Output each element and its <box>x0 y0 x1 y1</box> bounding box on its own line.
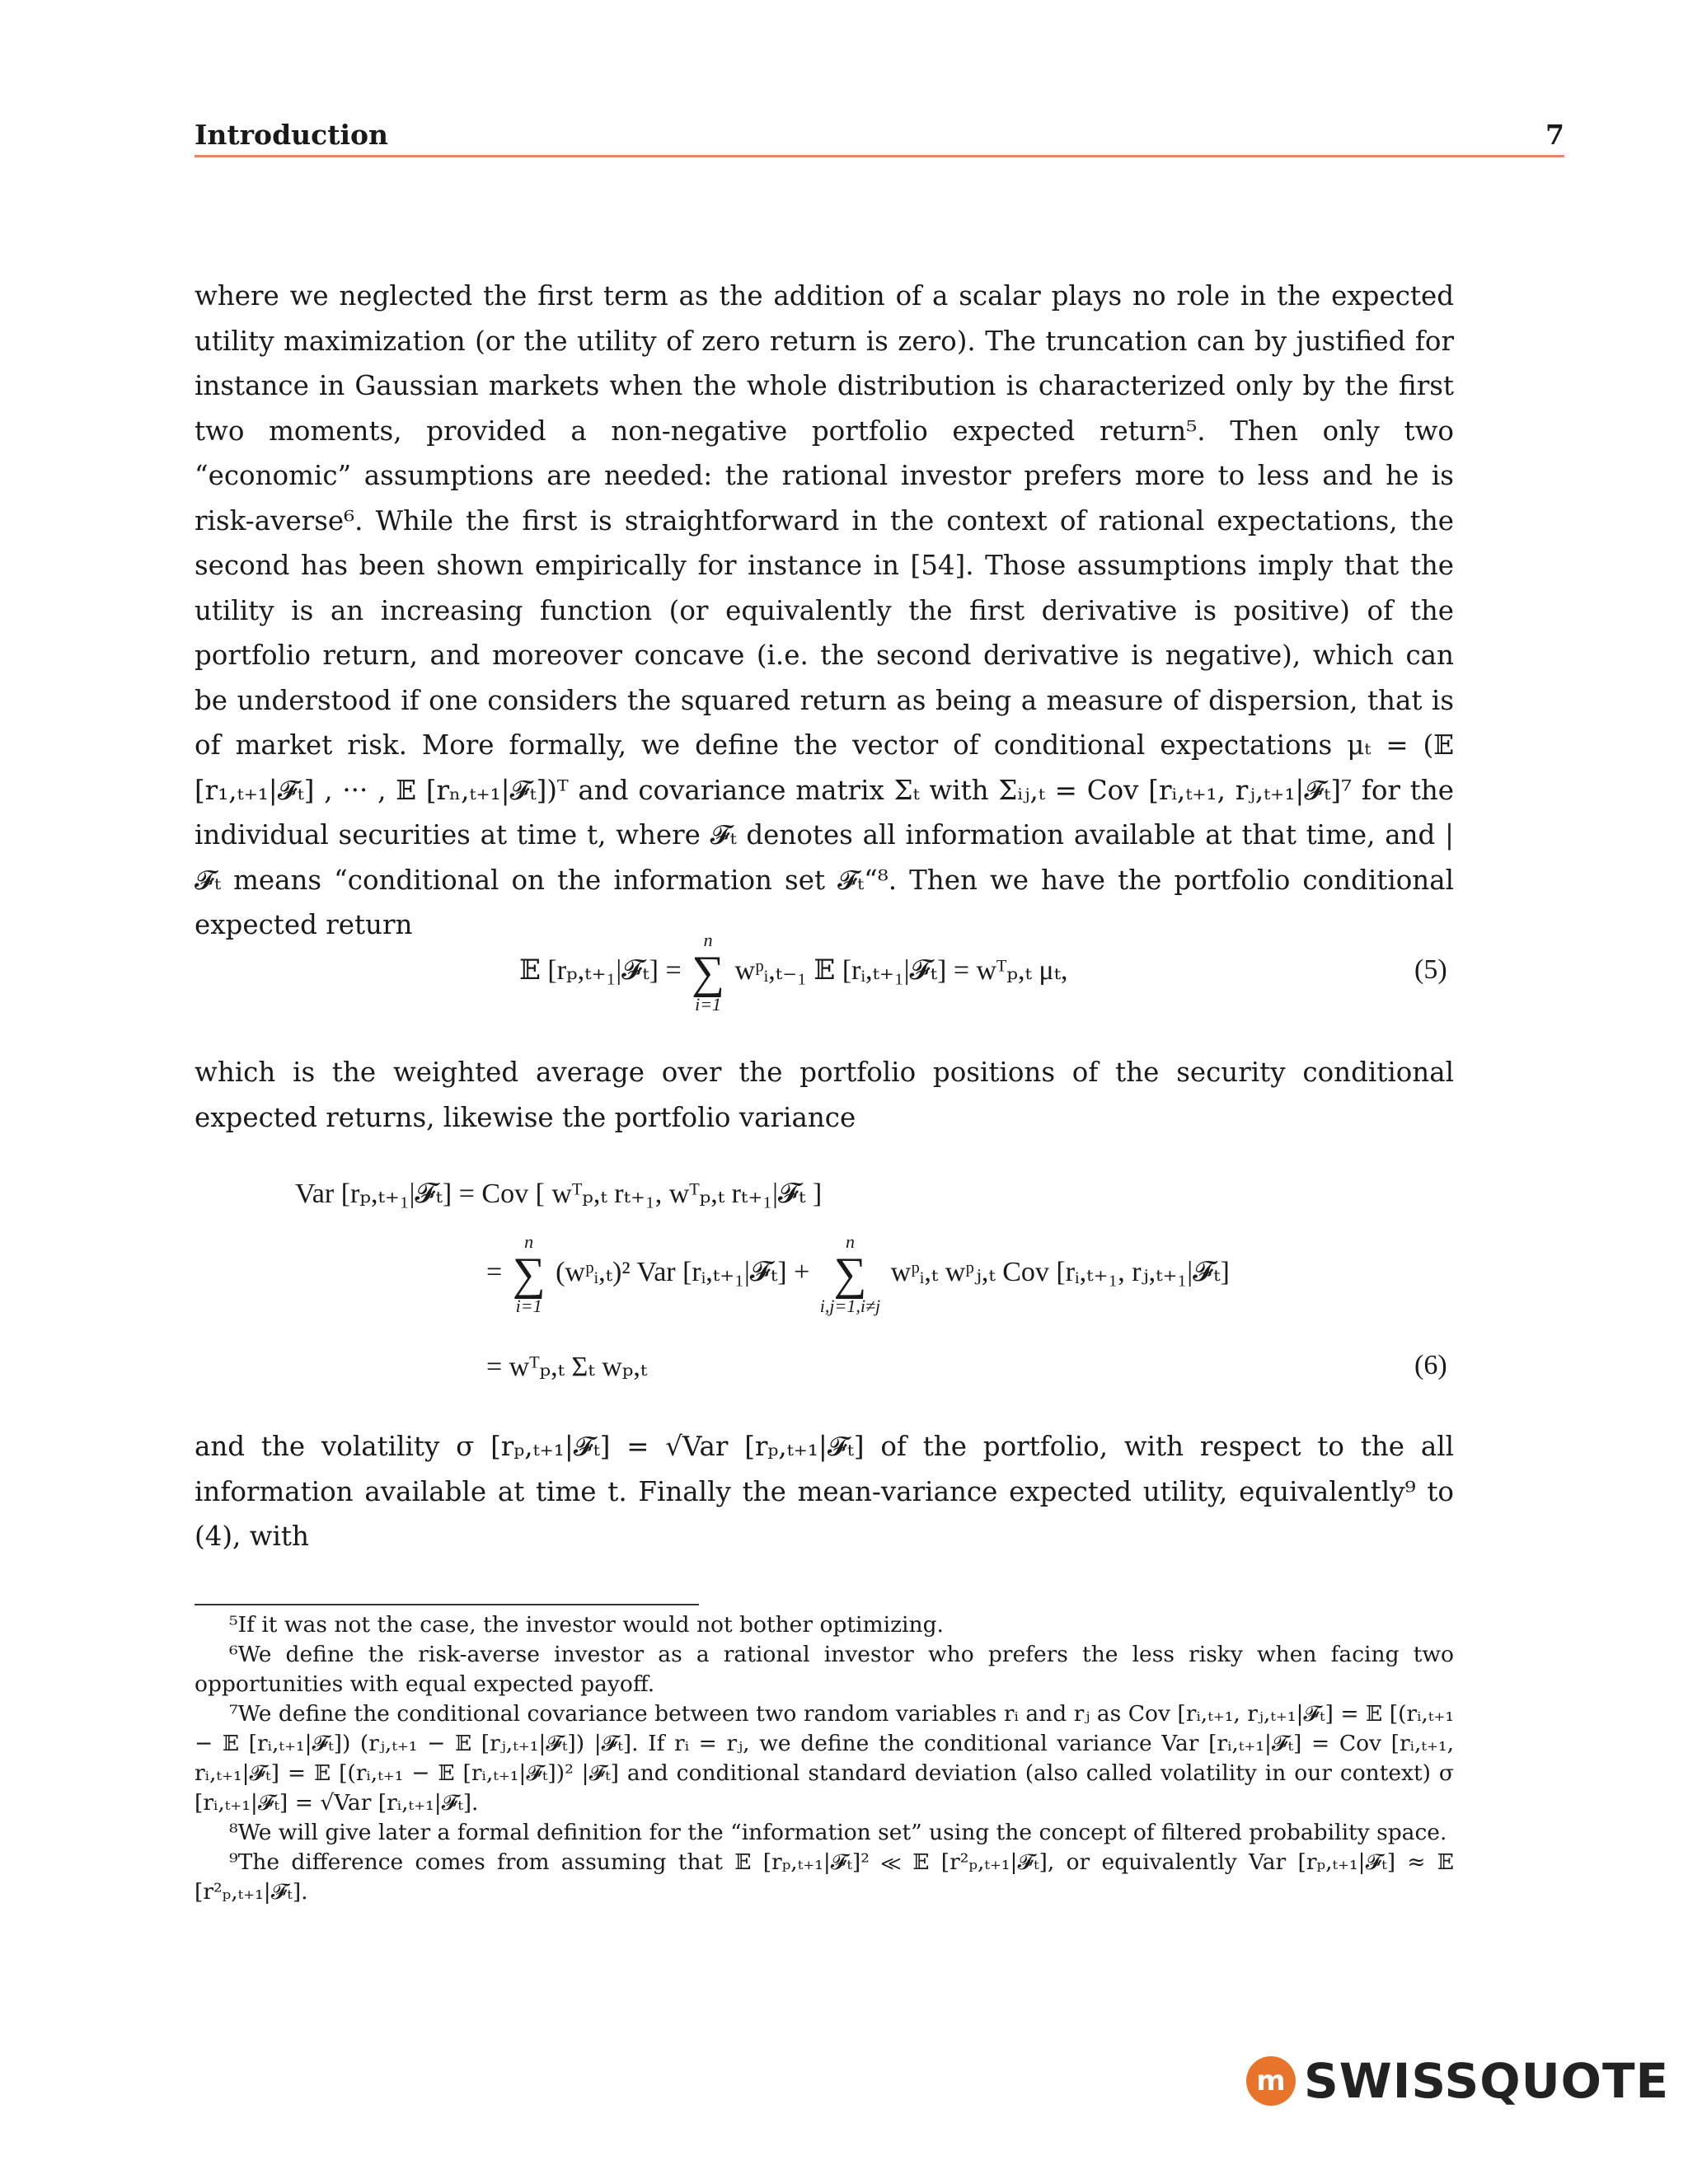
equation-6-line-2: = n ∑ i=1 (wᵖᵢ,ₜ)² Var [rᵢ,ₜ₊₁|𝓕ₜ] + n ∑ i,j=1,i≠j wᵖᵢ,ₜ wᵖⱼ,ₜ Cov [rᵢ,ₜ₊₁, rⱼ,ₜ₊₁|𝓕ₜ] <box>486 1231 1230 1316</box>
page-number: 7 <box>1545 119 1564 151</box>
equation-number-6: (6) <box>1414 1350 1447 1380</box>
logo-text: SWISSQUOTE <box>1304 2053 1670 2109</box>
paragraph-1: where we neglected the first term as the addition of a scalar plays no role in the expected utility maximization (or the utility of zero return is zero). The truncation can by justified for instance in Gaussian markets when the whole distribution is characterized only by the first two moments, provided a non-negative portfolio expected return⁵. Then only two “economic” assumptions are needed: the rational investor prefers more to less and he is risk-averse⁶. While the first is straightforward in the context of rational expectations, the second has been shown empirically for instance in [54]. Those assumptions imply that the utility is an increasing function (or equivalently the first derivative is positive) of the portfolio return, and moreover concave (i.e. the second derivative is negative), which can be understood if one considers the squared return as being a measure of dispersion, that is of market risk. More formally, we define the vector of conditional expectations μₜ = (𝔼 [r₁,ₜ₊₁|𝓕ₜ] , ··· , 𝔼 [rₙ,ₜ₊₁|𝓕ₜ])ᵀ and covariance matrix Σₜ with Σᵢⱼ,ₜ = Cov [rᵢ,ₜ₊₁, rⱼ,ₜ₊₁|𝓕ₜ]⁷ for the individual securities at time t, where 𝓕ₜ denotes all information available at that time, and |𝓕ₜ means “conditional on the information set 𝓕ₜ“⁸. Then we have the portfolio conditional expected return <box>195 280 1454 940</box>
page-header <box>195 115 1564 157</box>
paragraph-2: which is the weighted average over the portfolio positions of the security conditional expected returns, likewise the portfolio variance <box>195 1057 1454 1133</box>
eq5-rhs: wᵖᵢ,ₜ₋₁ 𝔼 [rᵢ,ₜ₊₁|𝓕ₜ] = wᵀₚ,ₜ μₜ, <box>734 954 1068 986</box>
equation-number-5: (5) <box>1414 954 1447 985</box>
footnote-9: ⁹The difference comes from assuming that 𝔼 [rₚ,ₜ₊₁|𝓕ₜ]² ≪ 𝔼 [r²ₚ,ₜ₊₁|𝓕ₜ], or equivalently Var [rₚ,ₜ₊₁|𝓕ₜ] ≈ 𝔼 [r²ₚ,ₜ₊₁|𝓕ₜ]. <box>195 1849 1454 1905</box>
header-rule <box>195 155 1564 157</box>
footnote-5: ⁵If it was not the case, the investor would not bother optimizing. <box>229 1612 944 1638</box>
footnotes <box>195 1610 1454 1907</box>
footnote-8: ⁸We will give later a formal definition for the “information set” using the concept of filtered probability space. <box>229 1820 1447 1845</box>
footnote-rule <box>195 1604 699 1605</box>
footnote-7: ⁷We define the conditional covariance between two random variables rᵢ and rⱼ as Cov [rᵢ,ₜ₊₁, rⱼ,ₜ₊₁|𝓕ₜ] = 𝔼 [(rᵢ,ₜ₊₁ − 𝔼 [rᵢ,ₜ₊₁|𝓕ₜ]) (rⱼ,ₜ₊₁ − 𝔼 [rⱼ,ₜ₊₁|𝓕ₜ]) |𝓕ₜ]. If rᵢ = rⱼ, we define the conditional variance Var [rᵢ,ₜ₊₁|𝓕ₜ] = Cov [rᵢ,ₜ₊₁, rᵢ,ₜ₊₁|𝓕ₜ] = 𝔼 [(rᵢ,ₜ₊₁ − 𝔼 [rᵢ,ₜ₊₁|𝓕ₜ])² |𝓕ₜ] and conditional standard deviation (also called volatility in our context) σ [rᵢ,ₜ₊₁|𝓕ₜ] = √Var [rᵢ,ₜ₊₁|𝓕ₜ]. <box>195 1701 1454 1816</box>
sum-symbol: n ∑ i=1 <box>692 930 725 1015</box>
equation-6-line-1: Var [rₚ,ₜ₊₁|𝓕ₜ] = Cov [ wᵀₚ,ₜ rₜ₊₁, wᵀₚ,ₜ rₜ₊₁|𝓕ₜ ] <box>295 1179 823 1209</box>
paragraph-3: and the volatility σ [rₚ,ₜ₊₁|𝓕ₜ] = √Var [rₚ,ₜ₊₁|𝓕ₜ] of the portfolio, with respect to the all information available at time t. Finally the mean-variance expected utility, equivalently⁹ to (4), with <box>195 1431 1454 1552</box>
logo-mark-icon: m <box>1246 2056 1296 2106</box>
sum-symbol: n ∑ i=1 <box>512 1231 546 1316</box>
equation-6-line-3: = wᵀₚ,ₜ Σₜ wₚ,ₜ <box>486 1352 648 1382</box>
eq5-lhs: 𝔼 [rₚ,ₜ₊₁|𝓕ₜ] = <box>519 954 682 986</box>
footnote-6: ⁶We define the risk-averse investor as a rational investor who prefers the less risky when facing two opportunities with equal expected payoff. <box>195 1642 1454 1697</box>
swissquote-logo <box>1246 2052 1669 2110</box>
equation-5 <box>519 931 1067 1014</box>
chapter-title: Introduction <box>195 119 389 151</box>
sum-symbol: n ∑ i,j=1,i≠j <box>819 1231 881 1316</box>
